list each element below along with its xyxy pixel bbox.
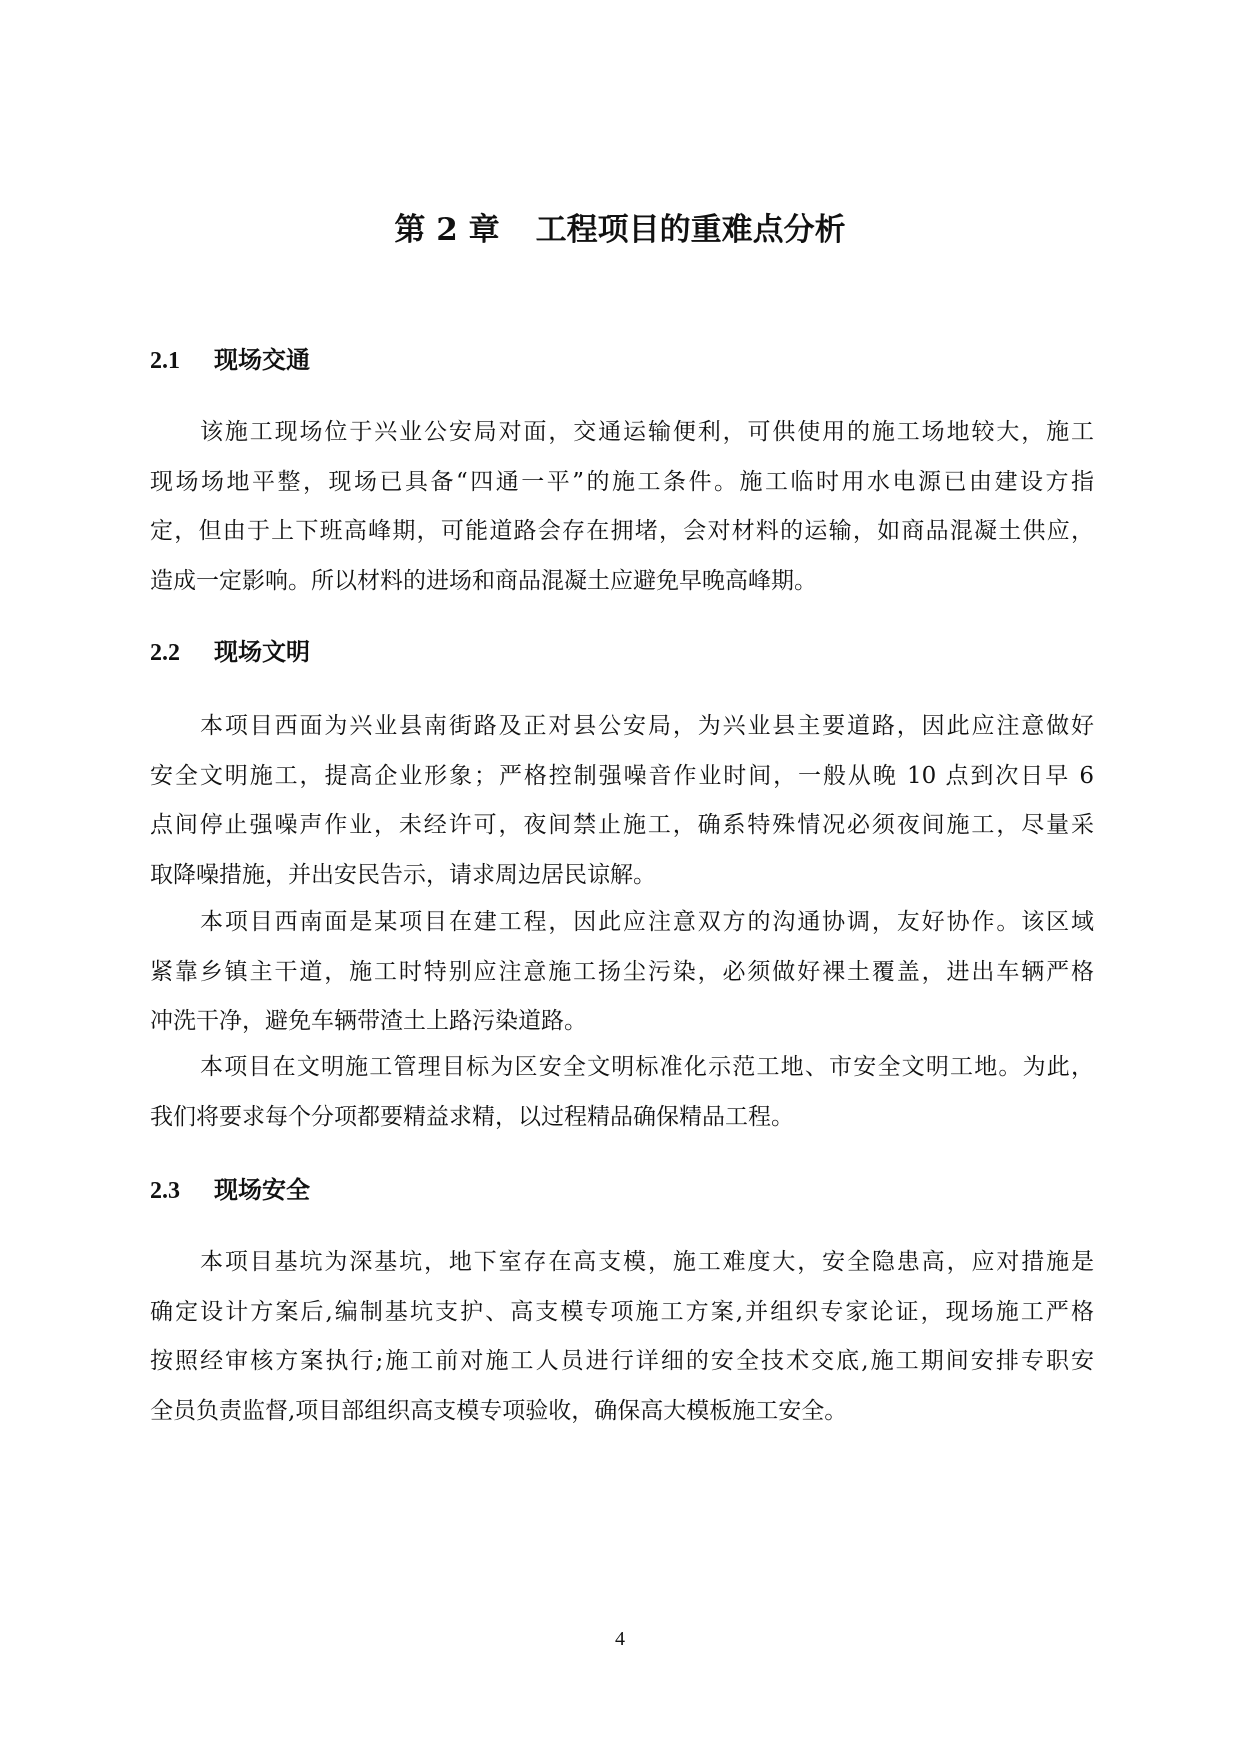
text-line: 确定设计方案后,编制基坑支护、高支模专项施工方案,并组织专家论证，现场施工严格 bbox=[150, 1298, 1094, 1325]
chapter-number: 第 2 章 bbox=[394, 212, 500, 248]
text-line: 取降噪措施，并出安民告示，请求周边居民谅解。 bbox=[150, 861, 656, 888]
section-number: 2.2 bbox=[150, 640, 180, 666]
text-line: 点间停止强噪声作业，未经许可，夜间禁止施工，确系特殊情况必须夜间施工，尽量采 bbox=[150, 812, 1094, 838]
text-line: 紧靠乡镇主干道，施工时特别应注意施工扬尘污染，必须做好裸土覆盖，进出车辆严格 bbox=[150, 958, 1094, 985]
chapter-heading: 工程项目的重难点分析 bbox=[535, 212, 846, 248]
text-line: 该施工现场位于兴业公安局对面，交通运输便利，可供使用的施工场地较大，施工 bbox=[200, 419, 1094, 445]
section-title: 现场交通 bbox=[214, 345, 310, 374]
section-heading-2-3 bbox=[150, 1172, 310, 1209]
paragraph bbox=[150, 408, 1094, 606]
text-line: 我们将要求每个分项都要精益求精，以过程精品确保精品工程。 bbox=[150, 1103, 794, 1130]
chapter-title bbox=[0, 210, 1240, 250]
text-line: 本项目在文明施工管理目标为区安全文明标准化示范工地、市安全文明工地。为此， bbox=[200, 1054, 1094, 1080]
text-line: 安全文明施工，提高企业形象；严格控制强噪音作业时间，一般从晚 10 点到次日早 6 bbox=[150, 762, 1094, 789]
text-line: 定，但由于上下班高峰期，可能道路会存在拥堵，会对材料的运输，如商品混凝土供应， bbox=[150, 518, 1094, 544]
section-number: 2.1 bbox=[150, 348, 180, 374]
text-line: 现场场地平整，现场已具备“四通一平”的施工条件。施工临时用水电源已由建设方指 bbox=[150, 468, 1094, 495]
text-line: 本项目西南面是某项目在建工程，因此应注意双方的沟通协调，友好协作。该区域 bbox=[200, 909, 1094, 935]
paragraph bbox=[150, 702, 1094, 900]
section-heading-2-1 bbox=[150, 342, 310, 379]
text-line: 本项目基坑为深基坑，地下室存在高支模，施工难度大，安全隐患高，应对措施是 bbox=[200, 1249, 1094, 1275]
section-number: 2.3 bbox=[150, 1178, 180, 1204]
paragraph bbox=[150, 1043, 1094, 1142]
page-number: 4 bbox=[615, 1628, 625, 1650]
text-line: 冲洗干净，避免车辆带渣土上路污染道路。 bbox=[150, 1008, 587, 1034]
text-line: 本项目西面为兴业县南街路及正对县公安局，为兴业县主要道路，因此应注意做好 bbox=[200, 713, 1094, 739]
text-line: 全员负责监督,项目部组织高支模专项验收，确保高大模板施工安全。 bbox=[150, 1397, 848, 1424]
paragraph bbox=[150, 898, 1094, 1047]
section-title: 现场安全 bbox=[214, 1175, 310, 1204]
paragraph bbox=[150, 1238, 1094, 1436]
text-line: 造成一定影响。所以材料的进场和商品混凝土应避免早晚高峰期。 bbox=[150, 567, 817, 594]
section-heading-2-2 bbox=[150, 634, 310, 671]
text-line: 按照经审核方案执行;施工前对施工人员进行详细的安全技术交底,施工期间安排专职安 bbox=[150, 1348, 1094, 1374]
section-title: 现场文明 bbox=[214, 637, 310, 666]
